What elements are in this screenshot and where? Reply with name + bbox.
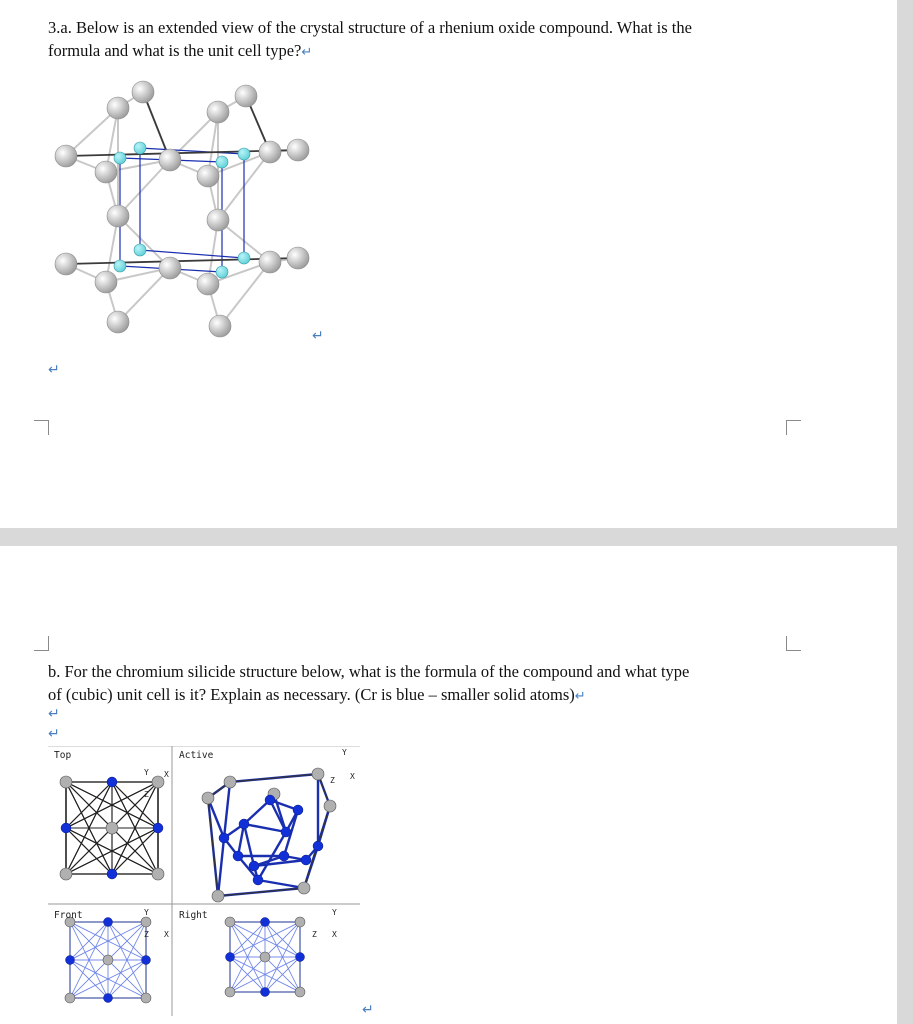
paragraph-mark: ↵ [48,726,60,742]
chromium-atom [261,988,270,997]
silicon-atom [141,917,151,927]
paragraph-mark: ↵ [48,362,60,378]
chromium-atom [293,805,303,815]
rhenium-atom [134,142,146,154]
silicon-atom [60,868,72,880]
oxygen-atom [197,273,219,295]
oxygen-atom [132,81,154,103]
bond [224,782,230,838]
oxygen-atom [55,145,77,167]
silicon-atom [298,882,310,894]
silicon-atom [260,952,270,962]
axis-label-z: Z [144,930,149,939]
paragraph-mark: ↵ [574,689,586,704]
chromium-atom [239,819,249,829]
cell-edge [230,774,318,782]
cell-edge [218,888,304,896]
silicon-atom [212,890,224,902]
chromium-atom [279,851,289,861]
oxygen-atom [287,247,309,269]
chromium-atom [104,918,113,927]
oxygen-atom [207,209,229,231]
silicon-atom [224,776,236,788]
axis-label-y: Y [144,768,149,777]
chromium-atom [261,918,270,927]
axis-label-y: Y [144,908,149,917]
oxygen-atom [95,161,117,183]
oxygen-atom [207,101,229,123]
chromium-atom [233,851,243,861]
rhenium-atom [238,148,250,160]
right-view-structure [225,917,305,997]
chromium-atom [265,795,275,805]
oxygen-atom [259,251,281,273]
rhenium-atom [114,152,126,164]
panel-label-active: Active [179,750,214,761]
margin-corner-mark [34,420,49,435]
axis-label-x: X [332,930,337,939]
question-3b-line2: of (cubic) unit cell is it? Explain as necessary. (Cr is blue – smaller solid atoms) [48,685,575,704]
front-view-structure [65,917,151,1003]
silicon-atom [225,987,235,997]
chromium-atom [249,861,259,871]
silicon-atom [141,993,151,1003]
rhenium-atom [216,266,228,278]
panel-label-top: Top [54,750,72,761]
axis-label-x: X [350,772,355,781]
document-page-2 [0,546,897,1024]
axis-label-y: Y [332,908,337,917]
paragraph-mark: ↵ [312,328,324,344]
oxygen-atom [95,271,117,293]
chromium-atom [313,841,323,851]
chromium-atom [142,956,151,965]
oxygen-atom [159,149,181,171]
silicon-atom [202,792,214,804]
question-3b-line1: b. For the chromium silicide structure below, what is the formula of the compound and what type [48,662,690,681]
axis-label-z: Z [312,930,317,939]
axis-label-z: Z [330,776,335,785]
chromium-atom [296,953,305,962]
chromium-atom [226,953,235,962]
oxygen-atom [107,97,129,119]
silicon-atom [65,993,75,1003]
rhenium-atom [238,252,250,264]
chromium-silicide-figure [48,746,360,1016]
oxygen-atom [107,311,129,333]
rhenium-atom [216,156,228,168]
panel-label-front: Front [54,910,83,921]
silicon-atom [60,776,72,788]
rhenium-atom [134,244,146,256]
silicon-atom [295,917,305,927]
question-3a-line2: formula and what is the unit cell type? [48,41,302,60]
silicon-atom [225,917,235,927]
chromium-atom [104,994,113,1003]
oxygen-atom [197,165,219,187]
paragraph-mark: ↵ [48,706,60,722]
oxygen-atom [287,139,309,161]
bond [244,824,254,866]
bond [218,838,224,896]
axis-label-x: X [164,770,169,779]
chromium-atom [253,875,263,885]
question-3a-line1: 3.a. Below is an extended view of the crystal structure of a rhenium oxide compound. What is the [48,18,692,37]
active-view-structure [202,768,336,902]
chromium-atom [281,827,291,837]
question-3b-text [48,660,808,708]
axis-label-z: Z [144,790,149,799]
chromium-atom [219,833,229,843]
paragraph-mark: ↵ [301,45,313,60]
rhenium-oxide-structure-figure [48,80,318,340]
margin-corner-mark [786,636,801,651]
oxygen-atom [259,141,281,163]
paragraph-mark: ↵ [362,1002,374,1018]
chromium-atom [61,823,71,833]
question-3a-text [48,16,808,64]
axis-label-y: Y [342,748,347,757]
oxygen-atom [159,257,181,279]
margin-corner-mark [34,636,49,651]
silicon-atom [152,868,164,880]
chromium-atom [301,855,311,865]
chromium-atom [153,823,163,833]
silicon-atom [152,776,164,788]
panel-label-right: Right [179,910,208,921]
silicon-atom [312,768,324,780]
rhenium-atom [114,260,126,272]
structure-atoms [55,81,309,337]
silicon-atom [324,800,336,812]
bond [258,880,304,888]
silicon-atom [295,987,305,997]
chromium-atom [107,869,117,879]
oxygen-atom [107,205,129,227]
oxygen-atom [55,253,77,275]
chromium-atom [66,956,75,965]
oxygen-atom [209,315,231,337]
bond [244,800,270,824]
bond [244,824,286,832]
oxygen-atom [235,85,257,107]
silicon-atom [106,822,118,834]
silicon-atom [103,955,113,965]
margin-corner-mark [786,420,801,435]
chromium-atom [107,777,117,787]
axis-label-x: X [164,930,169,939]
